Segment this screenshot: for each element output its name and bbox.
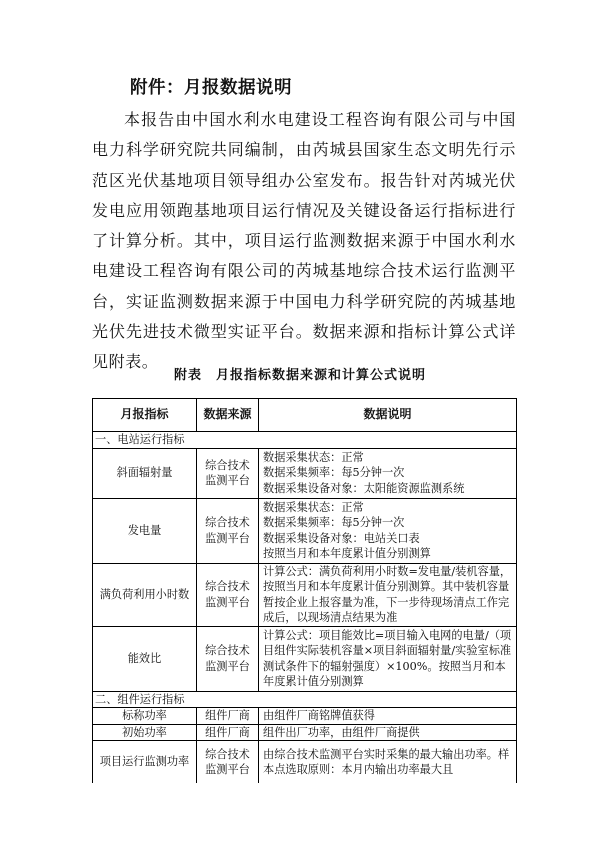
indicator-cell: 能效比 [93,626,197,691]
indicator-cell: 项目运行监测功率 [93,741,197,784]
indicator-cell: 初始功率 [93,724,197,741]
source-cell: 综合技术监测平台 [197,498,259,563]
intro-paragraph: 本报告由中国水利水电建设工程咨询有限公司与中国电力科学研究院共同编制，由芮城县国家生态文明先行示范区光伏基地项目领导组办公室发布。报告针对芮城光伏发电应用领跑基地项目运行情况及关键设备运行指标进行了计算分析。其中，项目运行监测数据来源于中国水利水电建设工程咨询有限公司的芮城基地综合技术运行监测平台，实证监测数据来源于中国电力科学研究院的芮城基地光伏先进技术微型实证平台。数据来源和指标计算公式详见附表。 [92,110,516,372]
indicator-cell: 标称功率 [93,708,197,725]
table-row [93,448,517,498]
header-source: 数据来源 [197,399,259,432]
source-cell: 综合技术监测平台 [197,626,259,691]
section-title: 二、组件运行指标 [93,691,517,708]
table-row [93,708,517,725]
description-cell: 数据采集状态：正常 数据采集频率：每5分钟一次 数据采集设备对象：太阳能资源监测系统 [259,448,517,498]
section-title: 一、电站运行指标 [93,432,517,449]
table-row [93,741,517,784]
indicator-table [92,398,517,783]
table-caption: 附表 月报指标数据来源和计算公式说明 [173,368,426,383]
description-cell: 计算公式：项目能效比=项目输入电网的电量/（项目组件实际装机容量×项目斜面辐射量/实验室标准测试条件下的辐射强度）×100%。按照当月和本年度累计值分别测算 [259,626,517,691]
header-description: 数据说明 [259,399,517,432]
indicator-cell: 满负荷利用小时数 [93,563,197,626]
description-cell: 计算公式：满负荷利用小时数=发电量/装机容量，按照当月和本年度累计值分别测算。其中装机容量暂按企业上报容量为准，下一步待现场清点工作完成后，以现场清点结果为准 [259,563,517,626]
indicator-cell: 斜面辐射量 [93,448,197,498]
source-cell: 组件厂商 [197,724,259,741]
description-cell: 由组件厂商铭牌值获得 [259,708,517,725]
table-row [93,498,517,563]
source-cell: 综合技术监测平台 [197,563,259,626]
page-heading: 附件：月报数据说明 [130,78,292,98]
source-cell: 组件厂商 [197,708,259,725]
description-cell: 数据采集状态：正常 数据采集频率：每5分钟一次 数据采集设备对象：电站关口表 按照当月和本年度累计值分别测算 [259,498,517,563]
table-header-row [93,399,517,432]
table-row [93,626,517,691]
table-row [93,724,517,741]
description-cell: 由综合技术监测平台实时采集的最大输出功率。样本点选取原则：本月内输出功率最大且 [259,741,517,784]
header-indicator: 月报指标 [93,399,197,432]
table-row [93,563,517,626]
indicator-cell: 发电量 [93,498,197,563]
section-row [93,691,517,708]
description-cell: 组件出厂功率，由组件厂商提供 [259,724,517,741]
source-cell: 综合技术监测平台 [197,448,259,498]
source-cell: 综合技术监测平台 [197,741,259,784]
section-row [93,432,517,449]
